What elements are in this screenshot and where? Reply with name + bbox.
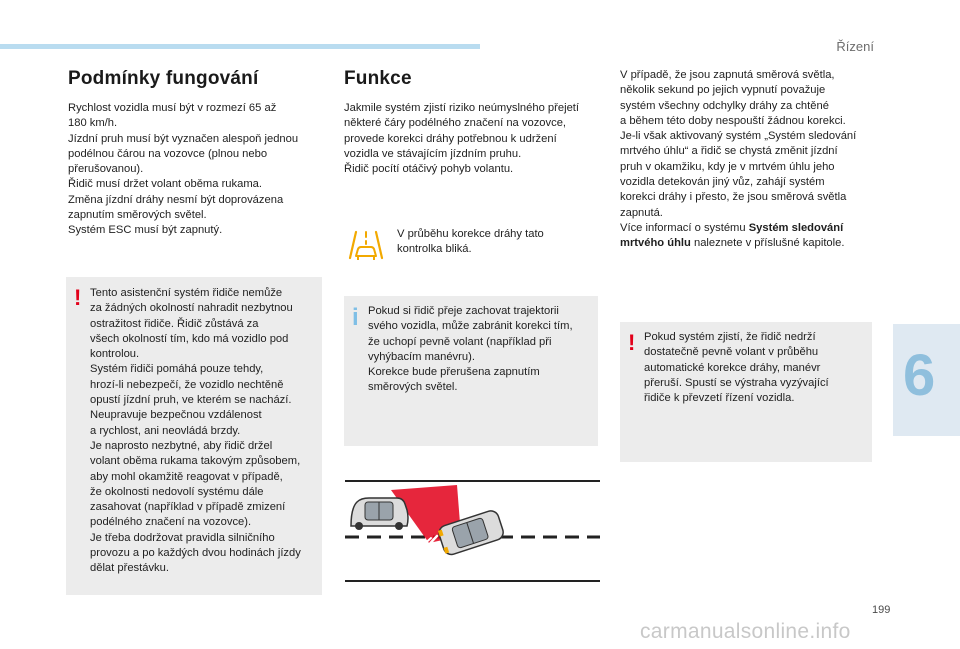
text-line: zapnutím směrových světel.	[68, 209, 207, 222]
text-line: vyhýbacím manévru).	[368, 350, 475, 363]
more-info-line	[620, 221, 890, 236]
text-line: hrozí-li nebezpečí, že vozidlo nechtěně	[90, 378, 284, 391]
lamp-description	[397, 227, 597, 258]
warning-icon: !	[628, 330, 636, 355]
text-line: ostražitost řidiče. Řidič zůstává za	[90, 317, 259, 330]
text-line: pruh v okamžiku, kdy je v mrtvém úhlu jeho	[620, 160, 835, 173]
left-warning-box	[66, 277, 322, 595]
more-info-suffix: naleznete v příslušné kapitole.	[690, 237, 845, 250]
text-line: zapnutá.	[620, 206, 663, 219]
text-line: některé čáry podélného značení na vozovce,	[344, 117, 567, 130]
warning-text	[90, 286, 320, 577]
text-line: Je naprosto nezbytné, aby řidič držel	[90, 439, 273, 452]
right-warning-box	[620, 322, 872, 462]
warning-text	[644, 330, 870, 406]
text-line: V případě, že jsou zapnutá směrová světla,	[620, 69, 835, 81]
text-line: za žádných okolností nahradit nezbytnou	[90, 302, 293, 315]
info-box	[344, 296, 598, 446]
text-line: vozidla detekován jiný vůz, zahájí systém	[620, 176, 825, 189]
function-text	[344, 101, 604, 177]
chapter-number: 6	[903, 343, 936, 408]
text-line: řidiče k převzetí řízení vozidla.	[644, 392, 795, 405]
text-line: volant oběma rukama takovým způsobem,	[90, 455, 301, 468]
text-line: opustí jízdní pruh, ve kterém se nachází.	[90, 394, 292, 407]
text-line: Pokud si řidič přeje zachovat trajektorii	[368, 305, 559, 317]
text-line: Je-li však aktivovaný systém „Systém sledování	[620, 130, 857, 143]
text-line: a rychlost, ani neovládá brzdy.	[90, 424, 241, 437]
function-heading: Funkce	[344, 68, 412, 89]
turn-signal-text	[620, 68, 890, 252]
text-line: přeruší. Spustí se výstraha vyzývající	[644, 376, 829, 389]
text-line: Je třeba dodržovat pravidla silničního	[90, 531, 275, 544]
text-line: Systém řidiči pomáhá pouze tehdy,	[90, 363, 264, 376]
text-line: Řidič musí držet volant oběma rukama.	[68, 178, 262, 191]
text-line: Řidič pocítí otáčivý pohyb volantu.	[344, 163, 514, 176]
text-line: vozidla ve stávajícím jízdním pruhu.	[344, 147, 522, 160]
watermark: carmanualsonline.info	[640, 620, 851, 643]
more-info-prefix: Více informací o systému	[620, 221, 749, 234]
text-line: provozu a po každých dvou hodinách jízdy	[90, 547, 301, 560]
text-line: několik sekund po jejich vypnutí považuje	[620, 84, 826, 97]
lane-correction-illustration	[345, 480, 600, 584]
header-accent-bar	[0, 44, 480, 49]
text-line: směrových světel.	[368, 381, 458, 394]
text-line: zasahovat (například v případě zmizení	[90, 501, 286, 514]
text-line: dělat přestávku.	[90, 562, 169, 575]
text-line: Neupravuje bezpečnou vzdálenost	[90, 409, 262, 422]
text-line: Korekce bude přerušena zapnutím	[368, 366, 540, 379]
text-line: korekci dráhy i přesto, že jsou směrová světla	[620, 191, 847, 204]
page-number: 199	[872, 604, 891, 616]
info-text	[368, 304, 596, 396]
text-line: aby mohl okamžitě reagovat v případě,	[90, 470, 283, 483]
blind-spot-link: mrtvého úhlu	[620, 237, 691, 250]
text-line: podélnou čárou na vozovce (plnou nebo	[68, 147, 268, 160]
text-line: svého vozidla, může zabránit korekci tím,	[368, 320, 573, 333]
more-info-line	[620, 236, 890, 251]
text-line: V průběhu korekce dráhy tato	[397, 228, 544, 240]
text-line: provede korekci dráhy potřebnou k udržení	[344, 132, 557, 145]
text-line: dostatečně pevně volant v průběhu	[644, 346, 819, 359]
text-line: Jakmile systém zjistí riziko neúmyslného přejetí	[344, 102, 580, 114]
warning-icon: !	[74, 285, 82, 310]
text-line: kontrolou.	[90, 348, 140, 361]
section-title: Řízení	[836, 39, 874, 54]
text-line: Pokud systém zjistí, že řidič nedrží	[644, 331, 816, 343]
text-line: 180 km/h.	[68, 117, 118, 130]
text-line: automatické korekce dráhy, manévr	[644, 361, 821, 374]
text-line: systém všechny odchylky dráhy za chtěné	[620, 99, 829, 112]
blind-spot-link: Systém sledování	[748, 221, 844, 234]
info-icon: i	[352, 304, 359, 331]
text-line: podélného značení na vozovce).	[90, 516, 252, 529]
text-line: Rychlost vozidla musí být v rozmezí 65 až	[68, 102, 277, 114]
text-line: přerušovanou).	[68, 163, 144, 176]
lane-departure-lamp-icon	[346, 228, 386, 264]
text-line: že uchopí pevně volant (například při	[368, 335, 552, 348]
text-line: Tento asistenční systém řidiče nemůže	[90, 287, 283, 299]
text-line: Systém ESC musí být zapnutý.	[68, 224, 223, 237]
text-line: a během této doby nespouští žádnou korekci.	[620, 114, 846, 127]
text-line: kontrolka bliká.	[397, 243, 472, 256]
text-line: mrtvého úhlu“ a řidič se chystá změnit jízdní	[620, 145, 838, 158]
text-line: že okolnosti nedovolí systému dále	[90, 485, 264, 498]
text-line: Jízdní pruh musí být vyznačen alespoň jednou	[68, 132, 299, 145]
text-line: Změna jízdní dráhy nesmí být doprovázena	[68, 193, 284, 206]
conditions-heading: Podmínky fungování	[68, 68, 259, 89]
conditions-text	[68, 101, 318, 239]
text-line: všech okolností tím, kdo má vozidlo pod	[90, 332, 289, 345]
